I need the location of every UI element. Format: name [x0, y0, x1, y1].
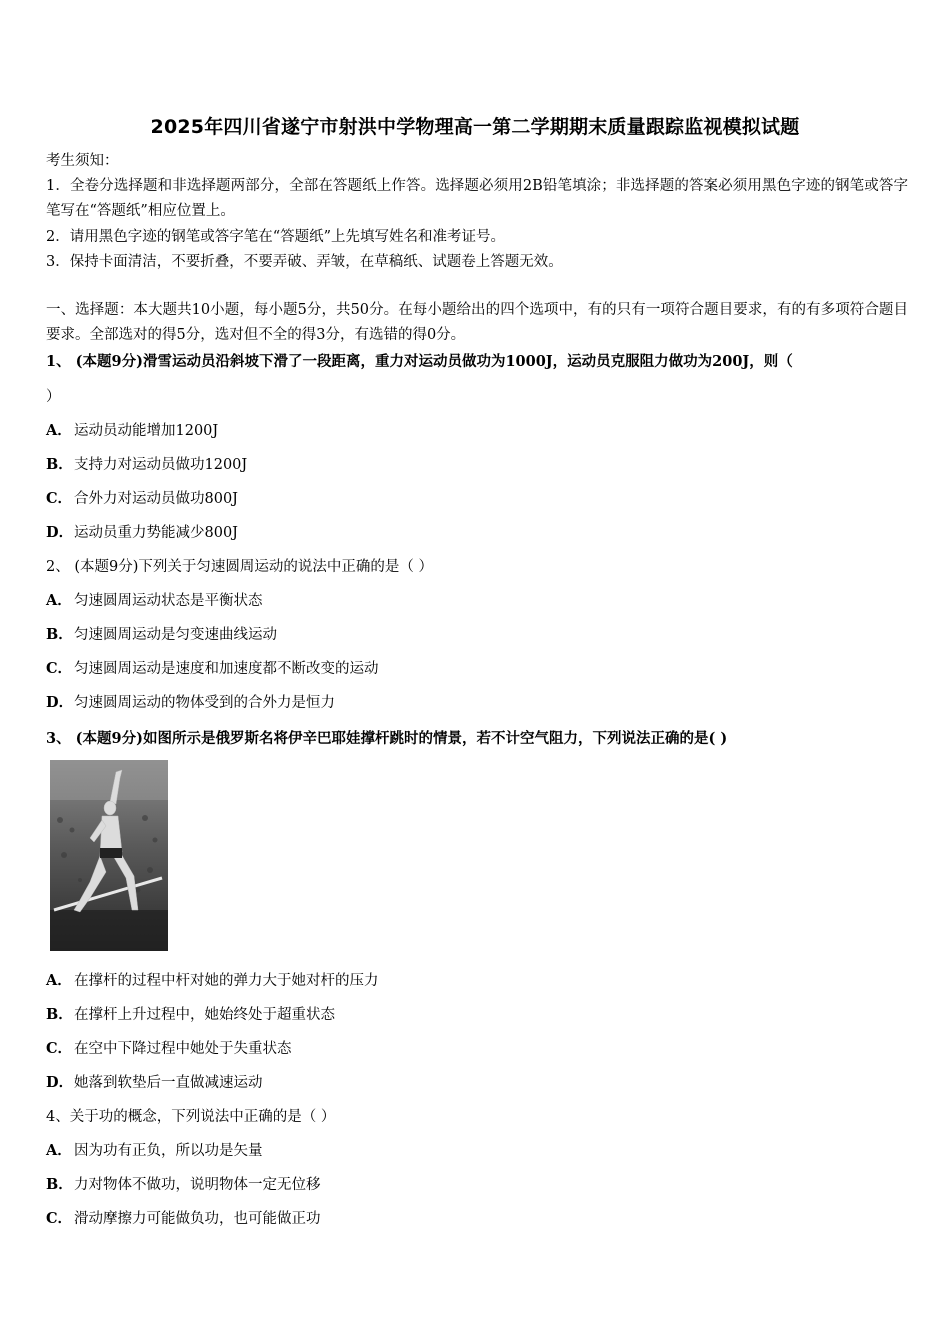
notice-heading: 考生须知： [46, 153, 119, 169]
option-letter: C． [46, 1210, 73, 1227]
question-4-option-b [46, 1175, 321, 1195]
question-3-option-a [46, 971, 379, 991]
question-3-stem: 3、 (本题9分)如图所示是俄罗斯名将伊辛巴耶娃撑杆跳时的情景，若不计空气阻力，下列说法正确的是( ) [46, 730, 728, 747]
option-text: 力对物体不做功，说明物体一定无位移 [74, 1177, 321, 1193]
notice-item-1: 1．全卷分选择题和非选择题两部分，全部在答题纸上作答。选择题必须用2B铅笔填涂；非选择题的答案必须用黑色字迹的钢笔或答字笔写在“答题纸”相应位置上。 [46, 178, 908, 219]
option-text: 在空中下降过程中她处于失重状态 [74, 1041, 292, 1057]
question-3-option-b [46, 1005, 335, 1025]
option-text: 支持力对运动员做功1200J [74, 457, 248, 473]
page-title: 2025年四川省遂宁市射洪中学物理高一第二学期期末质量跟踪监视模拟试题 [150, 116, 800, 138]
option-text: 匀速圆周运动是匀变速曲线运动 [74, 627, 277, 643]
option-letter: D． [46, 524, 74, 541]
section-heading: 一、选择题：本大题共10小题，每小题5分，共50分。在每小题给出的四个选项中，有的只有一项符合题目要求，有的有多项符合题目要求。全部选对的得5分，选对但不全的得3分，有选错的得0分。 [46, 302, 908, 343]
option-text: 在撑杆上升过程中，她始终处于超重状态 [74, 1007, 335, 1023]
option-text: 合外力对运动员做功800J [74, 491, 238, 507]
option-letter: B． [46, 626, 73, 643]
question-2-option-a [46, 591, 263, 611]
pole-vault-photo [50, 760, 168, 951]
option-letter: C． [46, 1040, 73, 1057]
question-1-option-d [46, 523, 238, 543]
notice-item-3: 3．保持卡面清洁，不要折叠，不要弄破、弄皱，在草稿纸、试题卷上答题无效。 [46, 254, 563, 270]
option-letter: B． [46, 456, 73, 473]
question-1-stem-end: ） [46, 389, 61, 405]
option-text: 匀速圆周运动状态是平衡状态 [74, 593, 263, 609]
question-2-option-d [46, 693, 335, 713]
option-letter: D． [46, 1074, 74, 1091]
question-3-option-d [46, 1073, 263, 1093]
option-letter: B． [46, 1006, 73, 1023]
option-letter: B． [46, 1176, 73, 1193]
question-4-stem: 4、关于功的概念，下列说法中正确的是（ ） [46, 1109, 336, 1125]
question-1-option-c [46, 489, 238, 509]
question-1-option-a [46, 421, 218, 441]
question-3-option-c [46, 1039, 292, 1059]
option-letter: C． [46, 660, 73, 677]
question-4-option-c [46, 1209, 321, 1229]
question-2-option-c [46, 659, 379, 679]
option-letter: A． [46, 1142, 72, 1159]
option-letter: A． [46, 592, 72, 609]
option-text: 她落到软垫后一直做减速运动 [74, 1075, 263, 1091]
option-letter: A． [46, 972, 72, 989]
option-text: 运动员重力势能减少800J [74, 525, 238, 541]
option-text: 匀速圆周运动的物体受到的合外力是恒力 [74, 695, 335, 711]
option-text: 滑动摩擦力可能做负功，也可能做正功 [74, 1211, 321, 1227]
question-1-option-b [46, 455, 247, 475]
question-2-option-b [46, 625, 277, 645]
question-2-stem: 2、 (本题9分)下列关于匀速圆周运动的说法中正确的是（ ） [46, 559, 433, 575]
question-4-option-a [46, 1141, 263, 1161]
option-text: 在撑杆的过程中杆对她的弹力大于她对杆的压力 [74, 973, 379, 989]
option-text: 运动员动能增加1200J [74, 423, 219, 439]
option-letter: C． [46, 490, 73, 507]
option-letter: D． [46, 694, 74, 711]
notice-item-2: 2．请用黑色字迹的钢笔或答字笔在“答题纸”上先填写姓名和准考证号。 [46, 229, 506, 245]
option-letter: A． [46, 422, 72, 439]
question-1-stem: 1、 (本题9分)滑雪运动员沿斜坡下滑了一段距离，重力对运动员做功为1000J，运动员克服阻力做功为200J，则（ [46, 353, 793, 370]
option-text: 因为功有正负，所以功是矢量 [74, 1143, 263, 1159]
option-text: 匀速圆周运动是速度和加速度都不断改变的运动 [74, 661, 379, 677]
